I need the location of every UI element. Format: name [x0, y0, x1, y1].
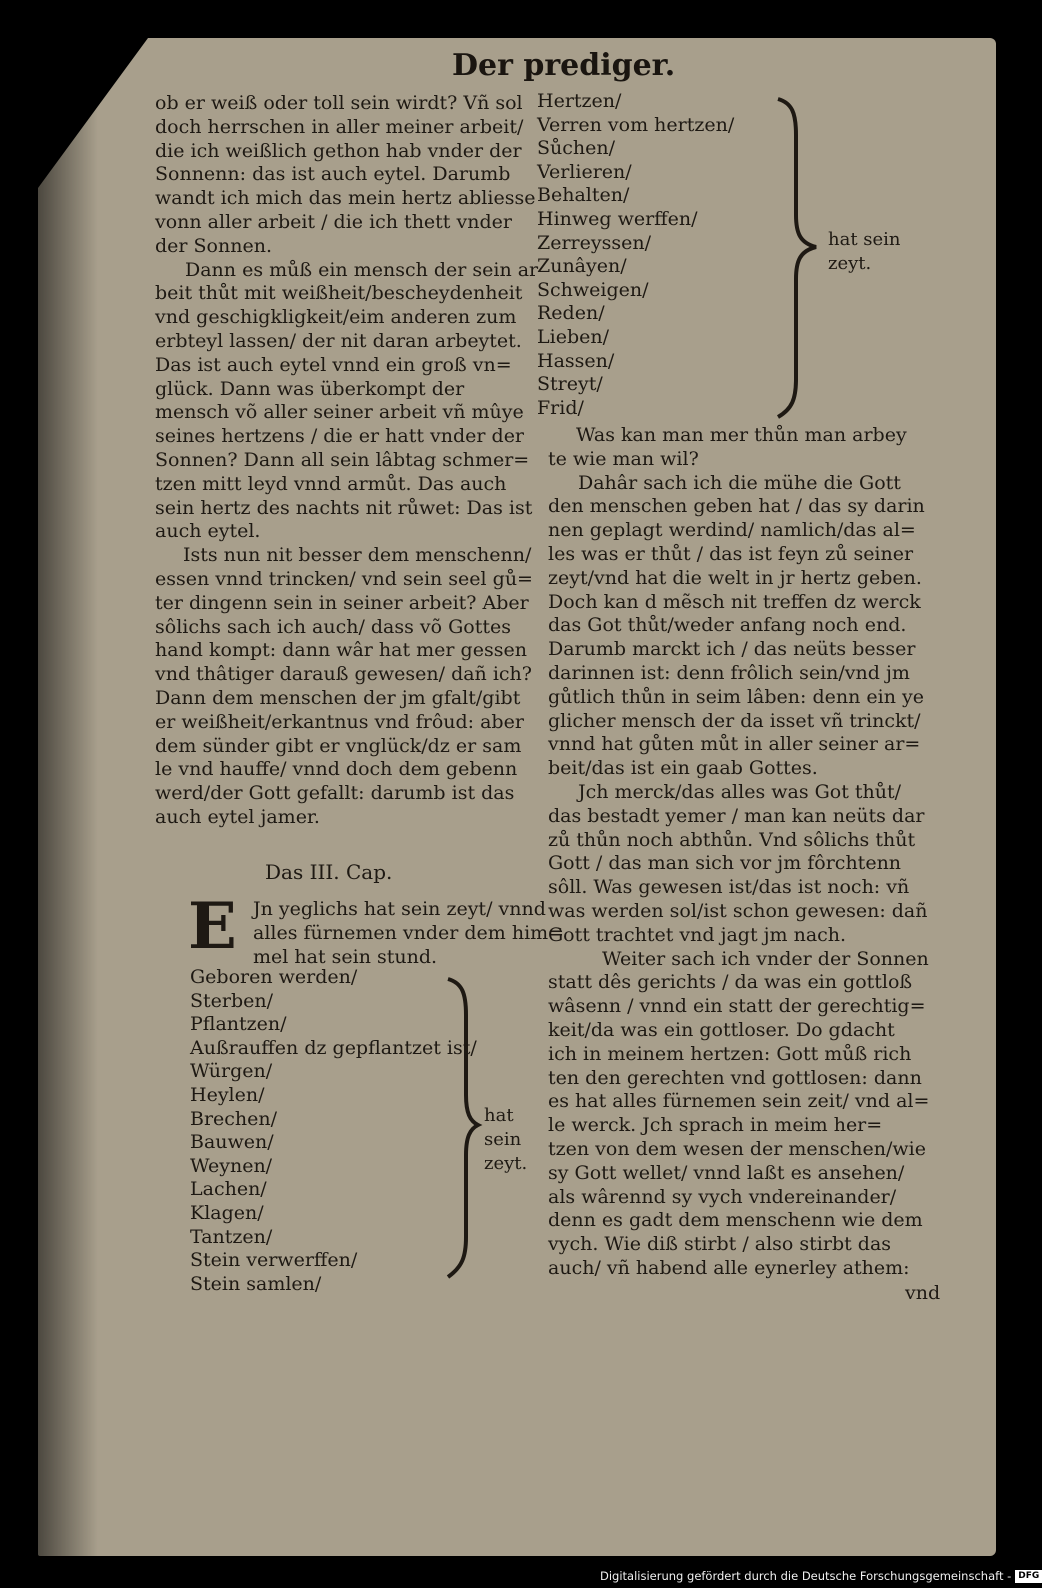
list-item: Weynen/ — [190, 1154, 273, 1177]
text-line: beit/das ist ein gaab Gottes. — [548, 757, 818, 780]
text-line: auch eytel. — [155, 520, 261, 543]
list-item: Verren vom hertzen/ — [537, 113, 735, 136]
list-item: Hinweg werffen/ — [537, 207, 698, 230]
text-line: was werden sol/ist schon gewesen: dañ — [548, 899, 928, 922]
list-item: Lachen/ — [190, 1178, 267, 1201]
text-line: beit thůt mit weißheit/bescheydenheit — [155, 282, 523, 305]
list-item: Stein verwerffen/ — [190, 1249, 358, 1272]
list-item: Brechen/ — [190, 1107, 278, 1130]
text-line: erbteyl lassen/ der nit daran arbeytet. — [155, 329, 522, 352]
text-line: mel hat sein stund. — [253, 945, 438, 968]
left-list-bracket — [440, 975, 480, 1285]
text-line: den menschen geben hat / das sy darin — [548, 495, 925, 518]
list-item: Klagen/ — [190, 1201, 264, 1224]
text-line: tzen von dem wesen der menschen/wie — [548, 1137, 926, 1160]
text-line: statt dês gerichts / da was ein gottloß — [548, 971, 913, 994]
list-item: Frid/ — [537, 396, 584, 419]
text-line: gůtlich thůn in seim lâben: denn ein ye — [548, 685, 924, 708]
text-line: das bestadt yemer / man kan neüts dar — [548, 804, 925, 827]
text-line: seines hertzens / die er hatt vnder der — [155, 425, 525, 448]
text-line: wandt ich mich das mein hertz abliesse — [155, 187, 536, 210]
text-line: Gott trachtet vnd jagt jm nach. — [548, 923, 847, 946]
left-column-text — [155, 92, 538, 830]
text-line: das Got thůt/weder anfang noch end. — [548, 614, 907, 637]
list-item: Geboren werden/ — [190, 966, 358, 988]
right-column-text — [548, 424, 929, 1281]
text-line: hand kompt: dann wâr hat mer gessen — [155, 639, 527, 662]
text-line: mensch võ aller seiner arbeit vñ mûye — [155, 401, 524, 424]
footer-text: Digitalisierung gefördert durch die Deutsche Forschungsgemeinschaft - — [600, 1569, 1012, 1583]
folded-corner — [38, 38, 148, 188]
right-seasons-list — [537, 90, 734, 420]
text-line: alles fürnemen vnder dem him= — [253, 921, 565, 944]
text-line: als wârennd sy vych vndereinander/ — [548, 1185, 897, 1208]
text-line: er weißheit/erkantnus vnd frôud: aber — [155, 710, 524, 733]
text-line: Dahâr sach ich die mühe die Gott — [578, 471, 901, 494]
text-line: te wie man wil? — [548, 447, 699, 470]
text-line: Dann dem menschen der jm gfalt/gibt — [155, 686, 521, 709]
list-item: Schweigen/ — [537, 278, 649, 301]
right-list-bracket — [772, 95, 820, 425]
text-line: Ists nun nit besser dem menschenn/ — [183, 544, 532, 567]
note-text: hat sein zeyt. — [828, 229, 901, 274]
catchword: vnd — [905, 1282, 941, 1304]
text-line: sein hertz des nachts nit růwet: Das ist — [155, 496, 533, 519]
text-line: die ich weißlich gethon hab vnder der — [155, 139, 522, 162]
text-line: ob er weiß oder toll sein wirdt? Vñ sol — [155, 92, 523, 114]
text-line: vnnd hat gůten můt in aller seiner ar= — [548, 733, 921, 756]
text-line: denn es gadt dem menschenn wie dem — [548, 1209, 923, 1232]
page-gutter-shadow — [38, 38, 98, 1556]
text-line: Was kan man mer thůn man arbey — [576, 424, 907, 446]
text-line: sy Gott wellet/ vnnd laßt es ansehen/ — [548, 1161, 905, 1184]
text-line: nen geplagt werdind/ namlich/das al= — [548, 519, 916, 542]
text-line: zů thůn noch abthůn. Vnd sôlichs thůt — [548, 828, 916, 851]
text-line: Das ist auch eytel vnnd ein groß vn= — [155, 353, 512, 376]
text-line: Sonnen? Dann all sein lâbtag schmer= — [155, 448, 530, 471]
text-line: les was er thůt / das ist feyn zů seiner — [548, 542, 914, 565]
list-item: Lieben/ — [537, 325, 609, 348]
list-item: Hassen/ — [537, 349, 615, 372]
text-line: vnd thâtiger darauß gewesen/ dañ ich? — [155, 663, 532, 686]
text-line: Dann es můß ein mensch der sein ar — [185, 258, 539, 281]
list-item: Verlieren/ — [537, 160, 632, 183]
text-line: darinnen ist: denn frôlich sein/vnd jm — [548, 661, 910, 684]
text-line: ten den gerechten vnd gottlosen: dann — [548, 1066, 922, 1089]
list-item: Streyt/ — [537, 373, 603, 396]
text-line: der Sonnen. — [155, 234, 272, 257]
list-item: Tantzen/ — [190, 1225, 273, 1248]
dfg-logo: DFG — [1015, 1570, 1042, 1583]
text-line: glicher mensch der da isset vñ trinckt/ — [548, 709, 921, 732]
text-line: le vnd hauffe/ vnnd doch dem gebenn — [155, 758, 518, 781]
list-item: Sterben/ — [190, 989, 274, 1012]
text-line: Doch kan d mẽsch nit treffen dz werck — [548, 590, 921, 613]
list-item: Würgen/ — [190, 1060, 273, 1083]
list-item: Zunâyen/ — [537, 255, 627, 278]
right-list-note — [828, 228, 908, 276]
text-line: vnd geschigkligkeit/eim anderen zum — [155, 306, 517, 329]
left-list-note — [484, 1104, 554, 1176]
list-item: Pflantzen/ — [190, 1013, 287, 1036]
text-line: auch eytel jamer. — [155, 805, 320, 828]
list-item: Bauwen/ — [190, 1131, 274, 1154]
text-line: glück. Dann was überkompt der — [155, 377, 465, 400]
text-line: ich in meinem hertzen: Gott můß rich — [548, 1042, 912, 1065]
chapter-intro-text — [253, 898, 564, 969]
list-item: Sůchen/ — [537, 137, 616, 160]
text-line: vonn aller arbeit / die ich thett vnder — [155, 210, 512, 233]
text-line: es hat alles fürnemen sein zeit/ vnd al= — [548, 1090, 930, 1113]
list-item: Außrauffen dz gepflantzet ist/ — [190, 1036, 477, 1059]
text-line: Darumb marckt ich / das neüts besser — [548, 638, 916, 661]
text-line: sôlichs sach ich auch/ dass võ Gottes — [155, 615, 512, 638]
decorated-initial: E — [188, 889, 237, 964]
running-header: Der prediger. — [452, 48, 676, 83]
text-line: Jn yeglichs hat sein zeyt/ vnnd — [253, 898, 546, 920]
text-line: doch herrschen in aller meiner arbeit/ — [155, 115, 524, 138]
text-line: Weiter sach ich vnder der Sonnen — [602, 947, 929, 970]
list-item: Behalten/ — [537, 184, 630, 207]
text-line: werd/der Gott gefallt: darumb ist das — [155, 782, 515, 805]
text-line: Gott / das man sich vor jm fôrchtenn — [548, 852, 902, 875]
list-item: Stein samlen/ — [190, 1272, 322, 1295]
list-item: Hertzen/ — [537, 90, 622, 112]
text-line: le werck. Jch sprach in meim her= — [548, 1114, 883, 1137]
text-line: wâsenn / vnnd ein statt der gerechtig= — [548, 995, 926, 1018]
text-line: auch/ vñ habend alle eynerley athem: — [548, 1256, 910, 1279]
text-line: vych. Wie diß stirbt / also stirbt das — [548, 1233, 892, 1256]
text-line: dem sünder gibt er vnglück/dz er sam — [155, 734, 522, 757]
text-line: sôll. Was gewesen ist/das ist noch: vñ — [548, 876, 910, 899]
text-line: zeyt/vnd hat die welt in jr hertz geben. — [548, 566, 922, 589]
text-line: keit/da was ein gottloser. Do gdacht — [548, 1018, 895, 1041]
text-line: Jch merck/das alles was Got thůt/ — [578, 780, 902, 803]
list-item: Reden/ — [537, 302, 605, 325]
text-line: ter dingenn sein in seiner arbeit? Aber — [155, 591, 529, 614]
list-item: Heylen/ — [190, 1083, 265, 1106]
list-item: Zerreyssen/ — [537, 231, 651, 254]
footer-credit — [600, 1566, 1040, 1586]
text-line: Sonnenn: das ist auch eytel. Darumb — [155, 163, 511, 186]
chapter-heading: Das III. Cap. — [265, 860, 393, 884]
left-seasons-list — [190, 966, 477, 1296]
text-line: essen vnnd trincken/ vnd sein seel gů= — [155, 567, 533, 590]
note-text: hat sein zeyt. — [484, 1105, 528, 1174]
text-line: tzen mitt leyd vnnd armůt. Das auch — [155, 472, 507, 495]
